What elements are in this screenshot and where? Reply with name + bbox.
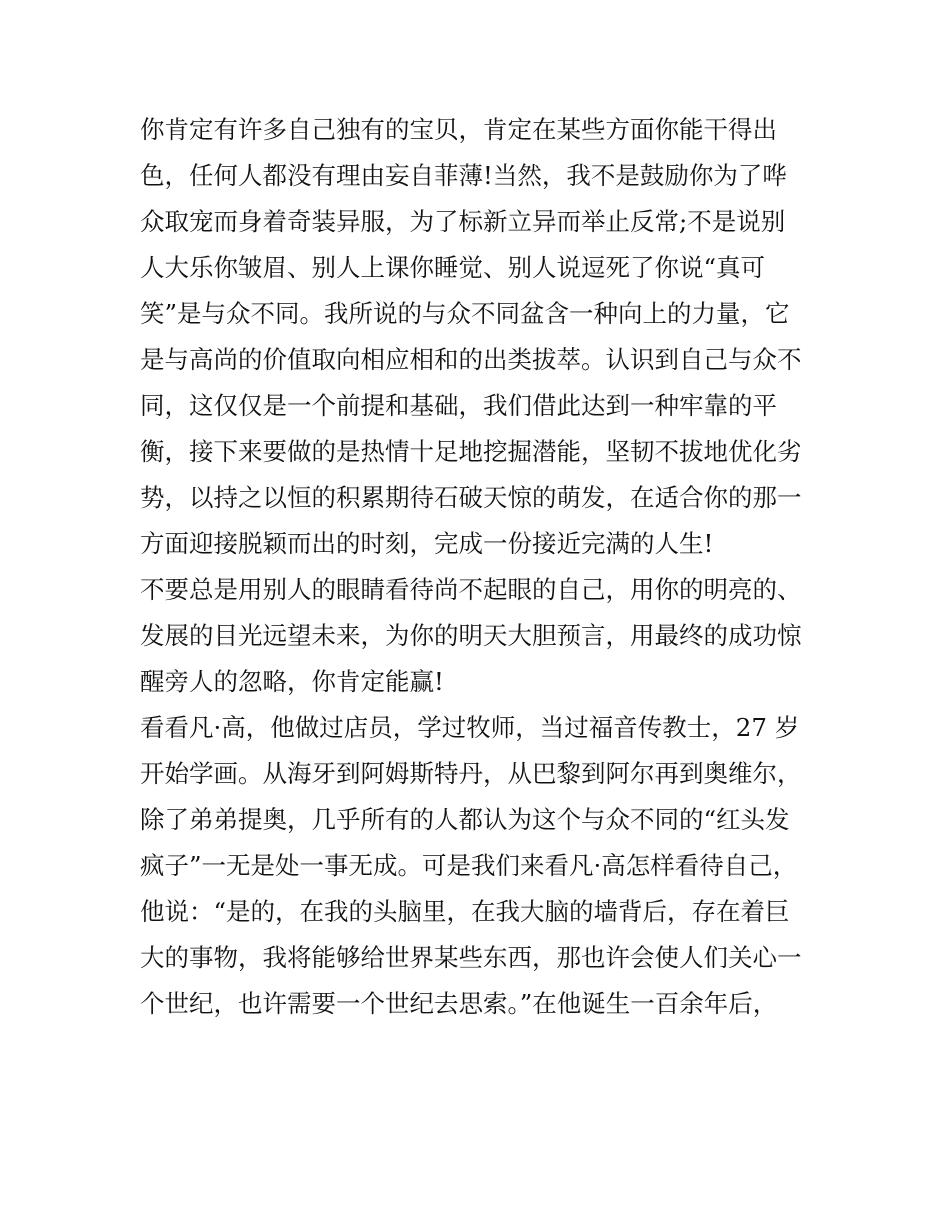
text-line: 他说：“是的，在我的头脑里，在我大脑的墙背后，存在着巨 bbox=[140, 897, 790, 926]
text-line: 众取宠而身着奇装异服，为了标新立异而举止反常;不是说别 bbox=[140, 207, 786, 236]
text-line: 色，任何人都没有理由妄自菲薄!当然，我不是鼓励你为了哗 bbox=[140, 161, 787, 190]
text-line: 发展的目光远望未来，为你的明天大胆预言，用最终的成功惊 bbox=[140, 621, 802, 650]
text-line: 开始学画。从海牙到阿姆斯特丹，从巴黎到阿尔再到奥维尔， bbox=[140, 759, 802, 788]
text-line: 疯子”一无是处一事无成。可是我们来看凡·高怎样看待自己， bbox=[140, 851, 798, 880]
text-line: 方面迎接脱颖而出的时刻，完成一份接近完满的人生! bbox=[140, 529, 714, 558]
text-line: 衡，接下来要做的是热情十足地挖掘潜能，坚韧不拔地优化劣 bbox=[140, 437, 802, 466]
text-line: 笑”是与众不同。我所说的与众不同盆含一种向上的力量，它 bbox=[140, 299, 790, 328]
body-text bbox=[140, 107, 820, 1027]
text-line: 不要总是用别人的眼睛看待尚不起眼的自己，用你的明亮的、 bbox=[140, 575, 802, 604]
text-line: 势，以持之以恒的积累期待石破天惊的萌发，在适合你的那一 bbox=[140, 483, 802, 512]
text-line: 个世纪，也许需要一个世纪去思索。”在他诞生一百余年后， bbox=[140, 989, 778, 1018]
text-line: 同，这仅仅是一个前提和基础，我们借此达到一种牢靠的平 bbox=[140, 391, 777, 420]
text-line: 是与高尚的价值取向相应相和的出类拔萃。认识到自己与众不 bbox=[140, 345, 802, 374]
text-line: 醒旁人的忽略，你肯定能赢! bbox=[140, 667, 444, 696]
text-line: 大的事物，我将能够给世界某些东西，那也许会使人们关心一 bbox=[140, 943, 802, 972]
text-line: 看看凡·高，他做过店员，学过牧师，当过福音传教士，27 岁 bbox=[140, 713, 800, 742]
text-line: 你肯定有许多自己独有的宝贝，肯定在某些方面你能干得出 bbox=[140, 115, 777, 144]
text-line: 人大乐你皱眉、别人上课你睡觉、别人说逗死了你说“真可 bbox=[140, 253, 766, 282]
text-line: 除了弟弟提奥，几乎所有的人都认为这个与众不同的“红头发 bbox=[140, 805, 790, 834]
